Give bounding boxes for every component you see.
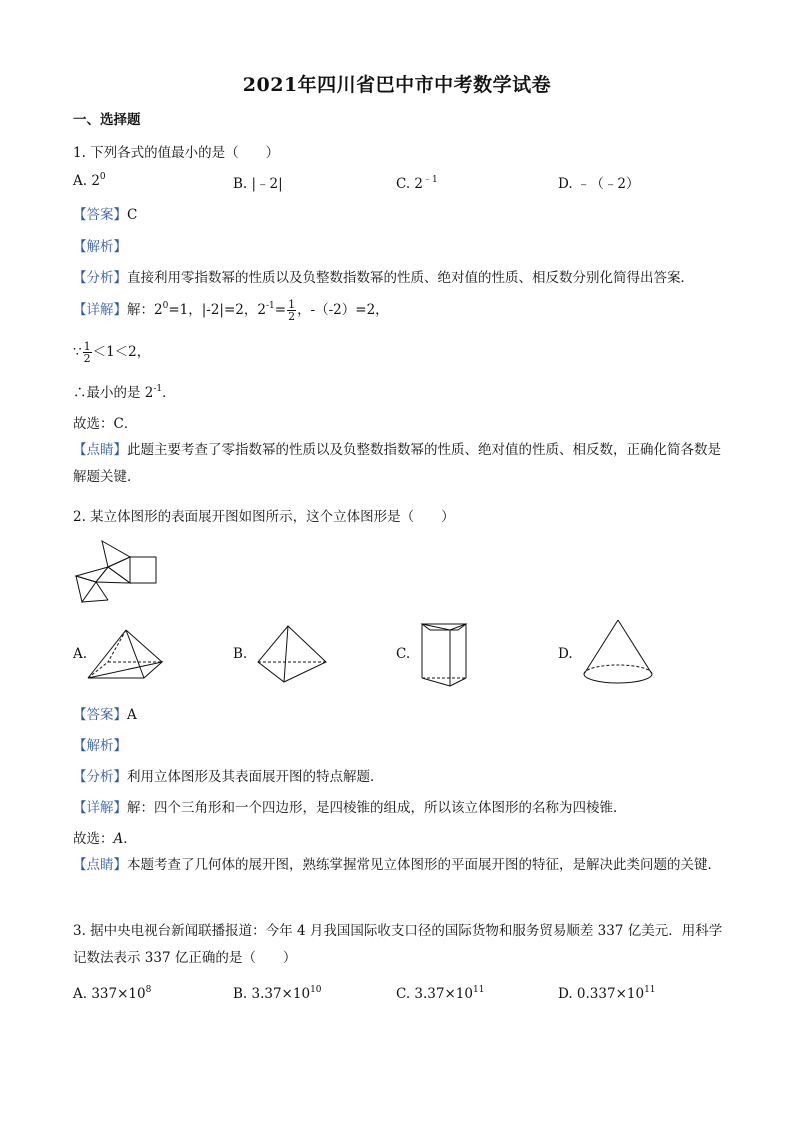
cone-icon (578, 616, 658, 690)
q3-option-c: C. $3.37\times 10^{11}$ (396, 985, 485, 1002)
q2-option-b: B. (233, 646, 248, 662)
page-title: 2021年四川省巴中市中考数学试卷 (242, 74, 552, 96)
q1-fenxi: 【分析】直接利用零指数幂的性质以及负整数指数幂的性质、绝对值的性质、相反数分别化简得出答案． (73, 270, 694, 286)
q1-therefore: ∴最小的是 $2^{-1}$． (73, 384, 176, 401)
tetrahedron-icon (254, 622, 330, 688)
fraction-one-half: $\frac{1}{2}$ (288, 298, 296, 323)
q1-xiangjie: 【详解】解：$2^0=1$，|-2|=2，$2^{-1}=$ $\frac{1}{2}$ ，-（-2）=2， (73, 298, 389, 323)
q1-answer: 【答案】C (73, 207, 138, 223)
q3-option-d: D. $0.337\times 10^{11}$ (558, 985, 656, 1002)
q2-analysis-heading: 【解析】 (73, 738, 127, 754)
q2-xiangjie: 【详解】解：四个三角形和一个四边形，是四棱锥的组成，所以该立体图形的名称为四棱锥． (73, 800, 627, 816)
q2-option-c: C. (396, 646, 411, 662)
q2-fenxi: 【分析】利用立体图形及其表面展开图的特点解题． (73, 769, 384, 785)
q2-answer: 【答案】A (73, 707, 137, 723)
net-diagram (72, 536, 162, 606)
q1-option-a: A. $2^0$ (73, 172, 106, 189)
question-2-stem: 2. 某立体图形的表面展开图如图所示，这个立体图形是（ ） (73, 509, 455, 525)
q2-dianjing: 【点睛】本题考查了几何体的展开图，熟练掌握常见立体图形的平面展开图的特征，是解决此类问题的关键． (73, 857, 721, 873)
q3-option-a: A. $337\times 10^8$ (73, 985, 152, 1002)
q2-option-d: D. (558, 646, 573, 662)
q3-option-b: B. $3.37\times 10^{10}$ (233, 985, 322, 1002)
q1-choose: 故选：C． (73, 416, 138, 432)
q1-dianjing: 【点睛】此题主要考查了零指数幂的性质以及负整数指数幂的性质、绝对值的性质、相反数，正确化简各数是解题关键． (73, 442, 721, 485)
section-heading: 一、选择题 (73, 112, 141, 128)
fraction-one-half: $\frac{1}{2}$ (83, 340, 91, 365)
question-1-stem: 1. 下列各式的值最小的是（ ） (73, 145, 280, 161)
q1-option-c: C. $2^{﹣1}$ (396, 175, 438, 192)
q2-option-a: A. (73, 646, 88, 662)
square-pyramid-icon (84, 626, 166, 686)
q1-analysis-heading: 【解析】 (73, 239, 127, 255)
q1-because: ∵ $\frac{1}{2}$ ＜1＜2， (73, 340, 151, 365)
q1-option-b: B. |﹣2| (233, 176, 283, 192)
q1-option-d: D. ﹣（﹣2） (558, 176, 640, 192)
q2-choose: 故选：A． (73, 831, 137, 847)
triangular-prism-icon (418, 616, 474, 692)
question-3-stem: 3. 据中央电视台新闻联播报道：今年 4 月我国国际收支口径的国际货物和服务贸易顺差 337 亿美元．用科学记数法表示 337 亿正确的是（ ） (73, 923, 723, 966)
